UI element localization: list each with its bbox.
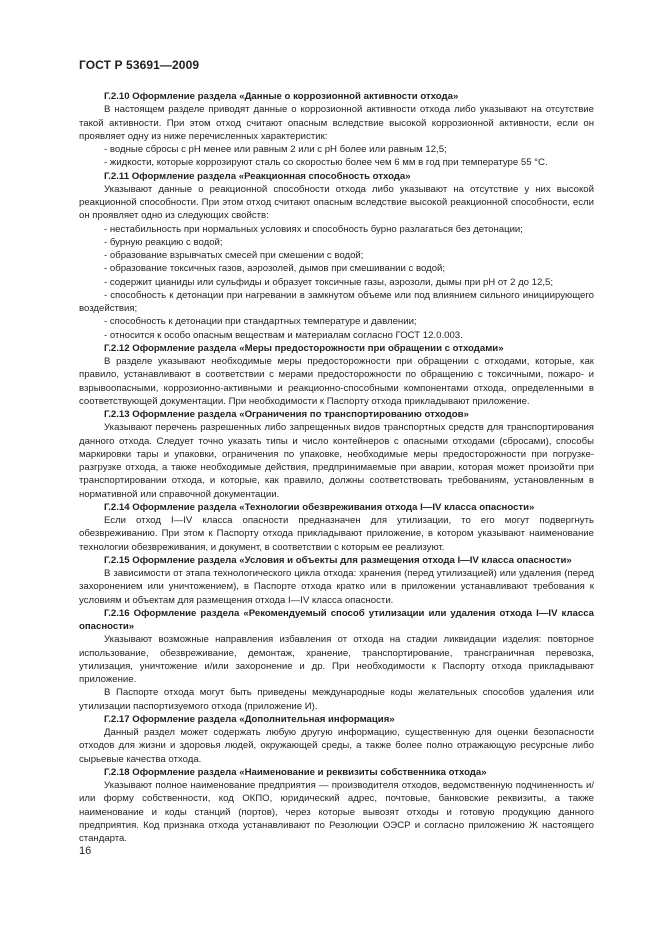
- paragraph: Данный раздел может содержать любую другую информацию, существенную для оценки безопасности отходов для жизни и здоровья людей, окружающей среды, а также более полно отражающую ресурсные либо сырьевые качества отхода.: [79, 727, 594, 765]
- section-heading: Г.2.10 Оформление раздела «Данные о коррозионной активности отхода»: [104, 91, 459, 102]
- section-heading: Г.2.12 Оформление раздела «Меры предосторожности при обращении с отходами»: [104, 342, 504, 354]
- paragraph: Указывают полное наименование предприятия — производителя отходов, ведомственную подчиненность и/или форму собственности, код ОКПО, юридический адрес, почтовые, банковские реквизиты, а также наименование и коды станций (портов), через которые вывозят отходы и готовую продукцию данного предприятия. Код признака отхода устанавливают по Резолюции ОЭСР и согласно приложению Ж настоящего стандарта.: [79, 780, 594, 844]
- section: [79, 408, 594, 501]
- section-heading: Г.2.15 Оформление раздела «Условия и объекты для размещения отхода I—IV класса опасности»: [104, 554, 572, 566]
- list-item: - бурную реакцию с водой;: [104, 236, 223, 248]
- list-item: - образование токсичных газов, аэрозолей, дымов при смешивании с водой;: [104, 263, 446, 275]
- bullet-list: [79, 143, 594, 170]
- list-item: - нестабильность при нормальных условиях и способность бурно разлагаться без детонации;: [104, 223, 523, 235]
- section: [79, 342, 594, 408]
- section: [79, 713, 594, 766]
- page-number: 16: [79, 845, 92, 857]
- list-item: - содержит цианиды или сульфиды и образует токсичные газы, аэрозоли, дымы при pH от 2 до 12,5;: [104, 276, 554, 288]
- bullet-list: [79, 223, 594, 342]
- section: [79, 501, 594, 554]
- document-body: [79, 90, 594, 845]
- paragraph: В Паспорте отхода могут быть приведены международные коды желательных способов удаления или утилизации паспортизуемого отхода (приложение И).: [79, 687, 594, 712]
- section: [79, 170, 594, 342]
- paragraph: Указывают возможные направления избавления от отхода на стадии ликвидации изделия: повторное использование, обезвреживание, демонтаж, хранение, транспортирование, трансграничная перевозка, утилизация, уничтожение и/или захоронение и др. При необходимости к Паспорту отхода прикладывают приложение.: [79, 634, 594, 685]
- paragraph: Указывают перечень разрешенных либо запрещенных видов транспортных средств для транспортирования данного отхода. Следует точно указать типы и число контейнеров с опасными отходами (сбросами), способы маркировки тары и упаковки, ограничения по упаковке, необходимые меры предосторожности при погрузке-разгрузке отхода, а также необходимые действия, предпринимаемые при аварии, которая может произойти при транспортировании отхода, и которые, как правило, должны соответствовать требованиям, установленным в нормативной или справочной документации.: [79, 422, 594, 500]
- list-item: - водные сбросы с pH менее или равным 2 или с pH более или равным 12,5;: [104, 144, 447, 155]
- document-header: ГОСТ Р 53691—2009: [79, 58, 200, 72]
- paragraph: Если отход I—IV класса опасности предназначен для утилизации, то его могут подвергнуть обезвреживанию. При этом к Паспорту отхода прикладывают приложение, в котором указывают наименование технологии обезвреживания, и документ, в соответствии с которым ее реализуют.: [79, 515, 594, 553]
- section-heading: Г.2.18 Оформление раздела «Наименование и реквизиты собственника отхода»: [104, 766, 487, 778]
- section: [79, 90, 594, 170]
- paragraph: В зависимости от этапа технологического цикла отхода: хранения (перед утилизацией) или удаления (перед захоронением или уничтожением), в Паспорте отхода кратко или в приложении устанавливают требования к условиям и объектам для размещения отхода I—IV класса опасности.: [79, 568, 594, 606]
- list-item: - жидкости, которые коррозируют сталь со скоростью более чем 6 мм в год при температуре 55 °С.: [104, 157, 548, 169]
- section: [79, 766, 594, 846]
- section-heading: Г.2.16 Оформление раздела «Рекомендуемый способ утилизации или удаления отхода I—IV класса опасности»: [79, 607, 594, 632]
- list-item: - образование взрывчатых смесей при смешении с водой;: [104, 250, 364, 261]
- list-item: - относится к особо опасным веществам и материалам согласно ГОСТ 12.0.003.: [104, 329, 463, 341]
- section: [79, 554, 594, 607]
- paragraph: В разделе указывают необходимые меры предосторожности при обращении с отходами, которые, как правило, устанавливают в соответствии с мерами предосторожности по обращению с токсичными, пожаро- и взрывоопасными, коррозионно-активными и реакционно-способными компонентами отхода, определенными в соответствующей документации. При необходимости к Паспорту отхода прикладывают приложение.: [79, 356, 594, 407]
- paragraph: Указывают данные о реакционной способности отхода либо указывают на отсутствие у них высокой реакционной способности. При этом отход считают опасным вследствие высокой реакционной способности, если он проявляет одно из следующих свойств:: [79, 183, 594, 222]
- list-item: - способность к детонации при нагревании в замкнутом объеме или под влиянием сильного инициирующего воздействия;: [79, 289, 594, 314]
- section-heading: Г.2.13 Оформление раздела «Ограничения по транспортированию отходов»: [104, 409, 469, 420]
- section-heading: Г.2.14 Оформление раздела «Технологии обезвреживания отхода I—IV класса опасности»: [104, 501, 535, 513]
- list-item: - способность к детонации при стандартных температуре и давлении;: [104, 316, 417, 328]
- section-heading: Г.2.11 Оформление раздела «Реакционная способность отхода»: [104, 170, 411, 182]
- section-heading: Г.2.17 Оформление раздела «Дополнительная информация»: [104, 713, 395, 725]
- paragraph: В настоящем разделе приводят данные о коррозионной активности отхода либо указывают на отсутствие такой активности. При этом отход считают опасным вследствие высокой коррозионной активности, если он проявляет одну из ниже перечисленных характеристик:: [79, 104, 594, 142]
- section: [79, 607, 594, 713]
